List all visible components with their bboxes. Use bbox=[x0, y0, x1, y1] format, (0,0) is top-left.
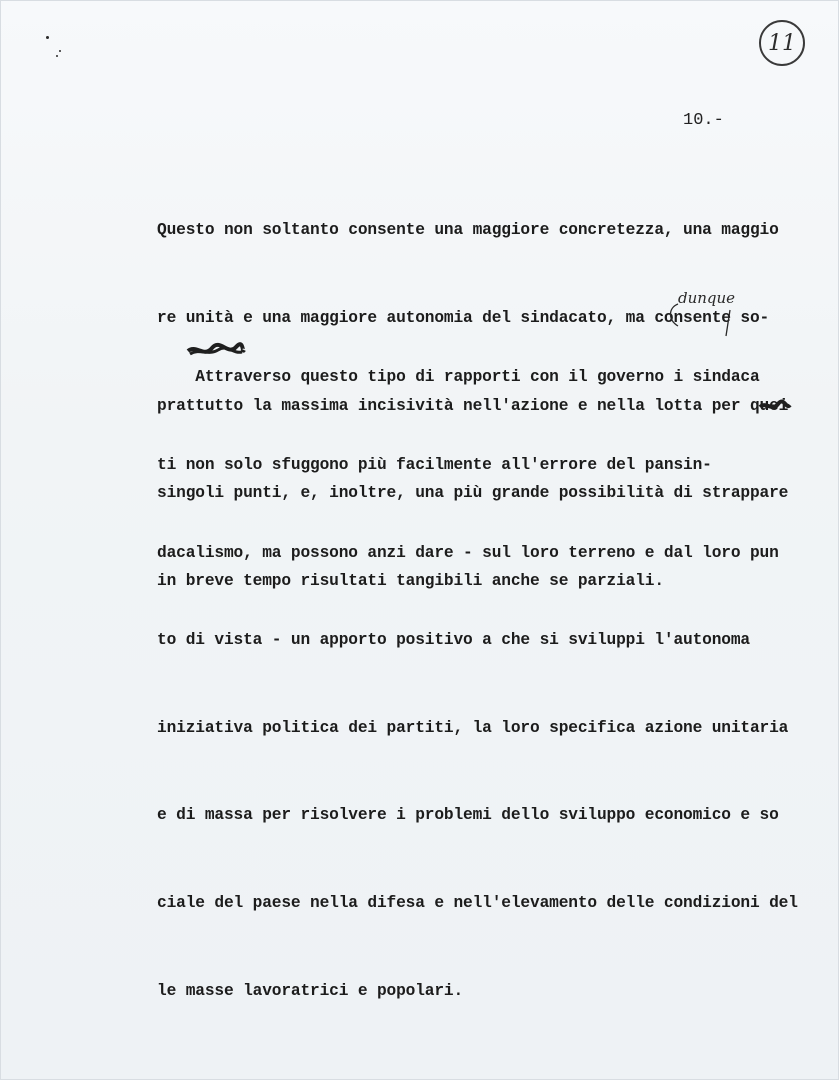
strikeout-scribble bbox=[186, 342, 246, 360]
strikeout-scribble bbox=[758, 398, 792, 414]
paragraph-2 bbox=[157, 305, 817, 1064]
text-line: le masse lavoratrici e popolari. bbox=[157, 981, 464, 1000]
text-line: prattutto la massima incisività nell'azione e nella lotta per quei bbox=[157, 396, 789, 415]
ink-speck bbox=[56, 55, 58, 57]
text-line: Attraverso questo tipo di rapporti con il governo i sindaca bbox=[157, 368, 760, 387]
ink-speck bbox=[59, 50, 61, 52]
page-number: 10.- bbox=[683, 111, 724, 130]
text-line: e di massa per risolvere i problemi dello sviluppo economico e so bbox=[157, 806, 779, 825]
ink-speck bbox=[46, 36, 49, 39]
text-line: to di vista - un apporto positivo a che si sviluppi l'autonoma bbox=[157, 631, 750, 650]
page-stamp-number: 11 bbox=[759, 20, 805, 66]
handwritten-insert: dunque bbox=[678, 289, 736, 307]
text-line: ti non solo sfuggono più facilmente all'errore del pansin- bbox=[157, 456, 712, 474]
text-line: in breve tempo risultati tangibili anche se parziali. bbox=[157, 571, 664, 590]
text-line: iniziativa politica dei partiti, la loro specifica azione unitaria bbox=[157, 718, 789, 737]
text-line: dacalismo, ma possono anzi dare - sul loro terreno e dal loro pun bbox=[157, 543, 779, 562]
text-line: re unità e una maggiore autonomia del sindacato, ma consente so- bbox=[157, 309, 770, 327]
text-line: Questo non soltanto consente una maggiore concretezza, una maggio bbox=[157, 221, 779, 240]
text-line: ciale del paese nella difesa e nell'elevamento delle condizioni del bbox=[157, 893, 798, 912]
text-line: singoli punti, e, inoltre, una più grande possibilità di strappare bbox=[157, 484, 789, 503]
insertion-caret bbox=[660, 298, 760, 338]
